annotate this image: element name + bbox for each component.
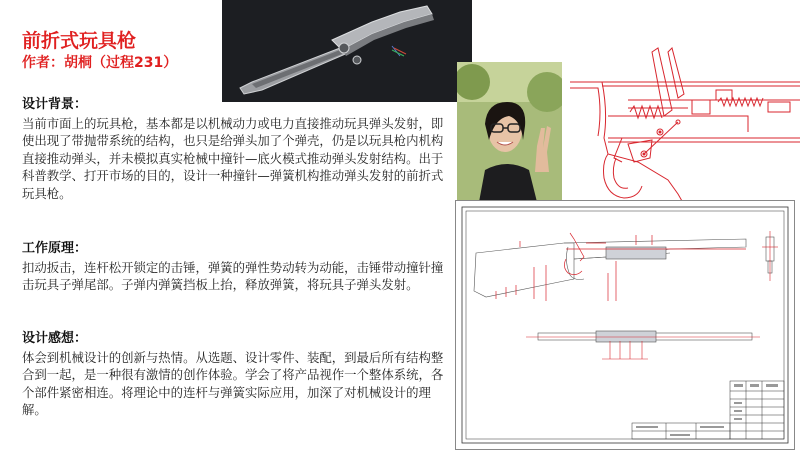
author-photo	[457, 62, 562, 202]
mechanism-drawing	[568, 12, 800, 212]
engineering-drawing-sheet	[455, 200, 795, 450]
background-section	[22, 96, 452, 203]
principle-section	[22, 240, 452, 294]
reflection-body: 体会到机械设计的创新与热情。从选题、设计零件、装配，到最后所有结构整合到一起，是一种很有激情的创作体验。学会了将产品视作一个整体系统，各个部件紧密相连。将理论中的连杆与弹簧实际应用，加深了对机械设计的理解。	[22, 349, 444, 418]
reflection-section	[22, 330, 452, 419]
principle-heading: 工作原理：	[22, 241, 88, 256]
reflection-heading: 设计感想：	[22, 331, 88, 346]
poster-title: 前折式玩具枪	[22, 30, 137, 52]
background-heading: 设计背景：	[22, 97, 88, 112]
background-body: 当前市面上的玩具枪，基本都是以机械动力或电力直接推动玩具弹头发射，即使出现了带抛带系统的结构，也只是给弹头加了个弹壳，仍是以玩具枪内机构直接推动弹头，并未模拟真实枪械中撞针—底火模式推动弹头发射结构。出于科普教学、打开市场的目的，设计一种撞针—弹簧机构推动弹头发射的前折式玩具枪。	[22, 115, 444, 201]
cad-3d-render	[222, 0, 472, 102]
author-line: 作者：胡桐（过程231）	[22, 55, 178, 71]
principle-body: 扣动扳击，连杆松开锁定的击锤，弹簧的弹性势动转为动能，击锤带动撞针撞击玩具子弹尾部。子弹内弹簧挡板上抬，释放弹簧，将玩具子弹头发射。	[22, 259, 444, 293]
